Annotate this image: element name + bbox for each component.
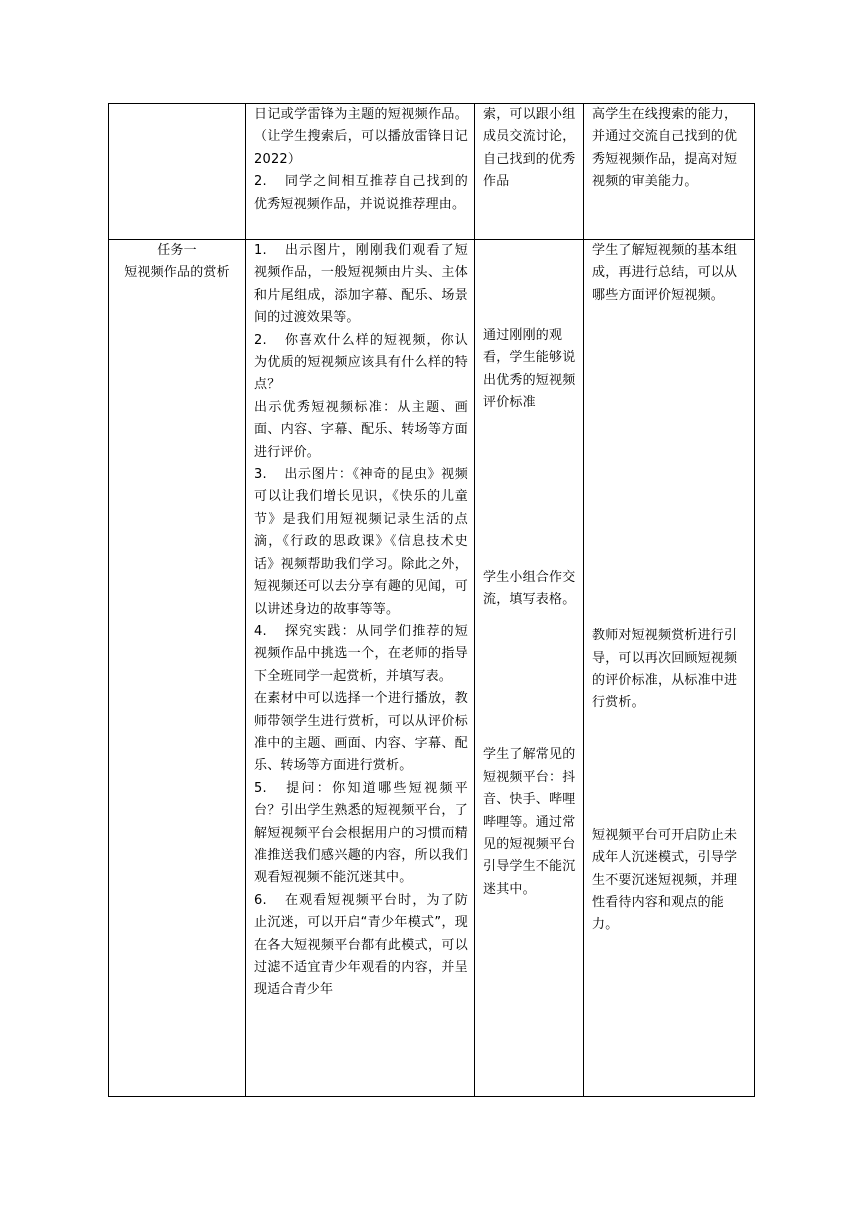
teacher-activity-cell xyxy=(246,104,475,240)
student-block: 学生小组合作交流，填写表格。 xyxy=(483,569,576,608)
activity-text: 出示优秀短视频标准：从主题、画面、内容、字幕、配乐、转场等方面进行评价。 xyxy=(254,399,468,460)
intent-block: 学生了解短视频的基本组成，再进行总结，可以从哪些方面评价短视频。 xyxy=(592,243,738,303)
activity-item: 4. 探究实践：从同学们推荐的短视频作品中挑选一个，在老师的指导下全班同学一起赏析，并填写表。 xyxy=(254,623,468,684)
student-activity-cell: 索，可以跟小组成员交流讨论，自己找到的优秀作品 xyxy=(475,104,584,240)
student-activity-cell xyxy=(475,240,584,1097)
intent-block: 教师对短视频赏析进行引导，可以再次回顾短视频的评价标准，从标准中进行赏析。 xyxy=(592,628,738,711)
activity-text: 在素材中可以选择一个进行播放，教师带领学生进行赏析，可以从评价标准中的主题、画面、内容、字幕、配乐、转场等方面进行赏析。 xyxy=(254,691,468,774)
design-intent-cell xyxy=(584,240,755,1097)
activity-item: 6. 在观看短视频平台时，为了防止沉迷，可以开启“青少年模式”，现在各大短视频平台都有此模式，可以过滤不适宜青少年观看的内容，并呈现适合青少年 xyxy=(254,892,468,998)
intent-block: 短视频平台可开启防止未成年人沉迷模式，引导学生不要沉迷短视频，并理性看待内容和观点的能力。 xyxy=(592,827,738,933)
activity-item: 5. 提问：你知道哪些短视频平台？引出学生熟悉的短视频平台，了解短视频平台会根据用户的习惯而精准推送我们感兴趣的内容，所以我们观看短视频不能沉迷其中。 xyxy=(254,780,468,886)
stage-cell xyxy=(109,104,246,240)
stage-cell xyxy=(109,240,246,1097)
student-block: 通过刚刚的观看，学生能够说出优秀的短视频评价标准 xyxy=(483,328,576,411)
activity-item: 1. 出示图片，刚刚我们观看了短视频作品，一般短视频由片头、主体和片尾组成，添加字幕、配乐、场景间的过渡效果等。 xyxy=(254,243,468,326)
activity-text: 日记或学雷锋为主题的短视频作品。（让学生搜索后，可以播放雷锋日记 2022） xyxy=(254,107,473,167)
task-title: 任务一 xyxy=(157,243,197,258)
lesson-plan-table xyxy=(108,103,755,1097)
task-subtitle: 短视频作品的赏析 xyxy=(124,265,230,281)
design-intent-cell: 高学生在线搜索的能力，并通过交流自己找到的优秀短视频作品，提高对短视频的审美能力。 xyxy=(584,104,755,240)
teacher-activity-cell xyxy=(246,240,475,1097)
activity-item: 2. 你喜欢什么样的短视频，你认为优质的短视频应该具有什么样的特点？ xyxy=(254,332,468,393)
table-row xyxy=(109,240,755,1097)
activity-item: 3. 出示图片：《神奇的昆虫》视频可以让我们增长见识，《快乐的儿童节》是我们用短视频记录生活的点滴，《行政的思政课》《信息技术史话》视频帮助我们学习。除此之外，短视频还可以去分享有趣的见闻，可以讲述身边的故事等等。 xyxy=(254,467,468,617)
activity-item: 2. 同学之间相互推荐自己找到的优秀短视频作品，并说说推荐理由。 xyxy=(254,174,468,212)
student-block: 学生了解常见的短视频平台：抖音、快手、哔哩哔哩等。通过常见的短视频平台引导学生不能沉迷其中。 xyxy=(483,747,576,897)
table-row xyxy=(109,104,755,240)
